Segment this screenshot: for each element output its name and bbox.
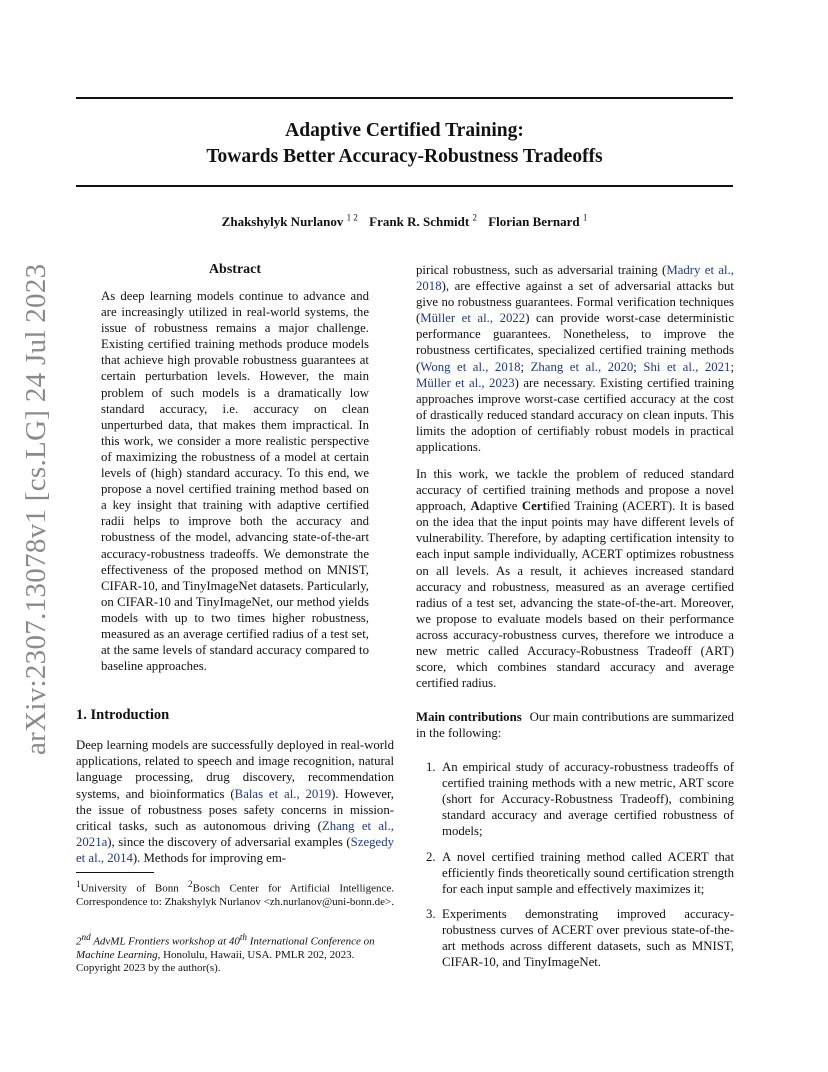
introduction-paragraph: Deep learning models are successfully deployed in real-world applications, related to speech and image recognition, natural language processing, drug discovery, recommendation systems, and bioinformatics (Balas et al., 2019). However, the issue of robustness poses safety concerns in mission-critical tasks, such as autonomous driving (Zhang et al., 2021a), since the discovery of adversarial examples (Szegedy et al., 2014). Methods for improving em- bbox=[76, 738, 395, 866]
abstract-body: As deep learning models continue to advance and are increasingly utilized in real-world systems, the issue of robustness remains a major challenge. Existing certified training methods produce models that achieve high provable robustness guarantees at certain perturbation levels. However, the main problem of such models is a dramatically low standard accuracy, i.e. accuracy on clean unperturbed data, that makes them impractical. In this work, we consider a more realistic perspective of maximizing the robustness of a model at certain levels of (high) standard accuracy. To this end, we propose a novel certified training method based on a key insight that training with adaptive certified radii helps to improve both the accuracy and robustness of the model, advancing state-of-the-art accuracy-robustness tradeoffs. We demonstrate the effectiveness of the proposed method on MNIST, CIFAR-10, and TinyImageNet datasets. Particularly, on CIFAR-10 and TinyImageNet, our method yields models with up to two times higher robustness, measured as an average certified radius of a test set, at the same levels of standard accuracy compared to baseline approaches. bbox=[101, 289, 369, 674]
arxiv-identifier-stamp: arXiv:2307.13078v1 [cs.LG] 24 Jul 2023 bbox=[20, 263, 52, 755]
footnote-rule bbox=[76, 872, 154, 873]
author-list bbox=[76, 213, 733, 230]
citation-link[interactable]: Balas et al., 2019 bbox=[234, 786, 332, 801]
citation-link[interactable]: Müller et al., 2023 bbox=[416, 375, 515, 390]
citation-link[interactable]: Zhang et al., 2021a bbox=[76, 819, 394, 850]
footnote-affiliations: $^1$University of Bonn $^2$Bosch Center for Artificial Intelligence. Correspondence to: Zhakshylyk Nurlanov <zh.nurlanov@uni-bonn.de>. bbox=[76, 879, 394, 909]
citation-link[interactable]: Wong et al., 2018 bbox=[420, 359, 521, 374]
title-rule-top bbox=[76, 97, 733, 99]
right-paragraph-1: pirical robustness, such as adversarial training (Madry et al., 2018), are effective against a set of adversarial attacks but give no robustness guarantees. Formal verification techniques (Müller et al., 2022) can provide worst-case deterministic performance guarantees. Nonetheless, to improve the robustness certificates, specialized certified training methods (Wong et al., 2018; Zhang et al., 2020; Shi et al., 2021; Müller et al., 2023) are necessary. Existing certified training approaches improve worst-case certified accuracy at the cost of drastically reduced standard accuracy on clean inputs. This limits the adoption of certifiably robust models in practical applications. bbox=[416, 263, 734, 455]
author-1: Zhakshylyk Nurlanov $^{1 2}$ bbox=[221, 213, 358, 230]
abstract-heading: Abstract bbox=[208, 262, 262, 277]
paper-title-line1: Adaptive Certified Training: bbox=[285, 120, 524, 141]
citation-link[interactable]: Zhang et al., 2020 bbox=[530, 359, 634, 374]
author-2: Frank R. Schmidt $^2$ bbox=[369, 213, 477, 230]
citation-link[interactable]: Madry et al., 2018 bbox=[416, 263, 734, 294]
citation-link[interactable]: Müller et al., 2022 bbox=[420, 311, 526, 326]
footnote-venue: 2nd AdvML Frontiers workshop at 40th International Conference on Machine Learning, Honolulu, Hawaii, USA. PMLR 202, 2023. Copyright 2023 by the author(s). bbox=[76, 932, 375, 975]
introduction-heading: 1. Introduction bbox=[76, 707, 170, 723]
paper-title-line2: Towards Better Accuracy-Robustness Tradeoffs bbox=[206, 146, 603, 167]
author-3: Florian Bernard $^1$ bbox=[488, 213, 588, 230]
main-contributions-intro: Main contributions Our main contributions are summarized in the following: bbox=[416, 710, 734, 741]
citation-link[interactable]: Shi et al., 2021 bbox=[643, 359, 731, 374]
right-paragraph-2: In this work, we tackle the problem of reduced standard accuracy of certified training methods and propose a novel approach, Adaptive Certified Training (ACERT). It is based on the idea that the input points may have different levels of vulnerability. Therefore, by adapting certification intensity to each input sample individually, ACERT optimizes robustness on all levels. As a result, it achieves increased standard accuracy and robustness, measured as an average certified radius of a test set, advancing the state-of-the-art. Moreover, we propose to evaluate models based on their performance across accuracy-robustness curves, therefore we introduce a new metric called Accuracy-Robustness Tradeoff (ART) score, which combines standard accuracy and average certified radius. bbox=[416, 467, 734, 691]
title-rule-bottom bbox=[76, 185, 733, 187]
citation-link[interactable]: Szegedy et al., 2014 bbox=[76, 835, 394, 866]
